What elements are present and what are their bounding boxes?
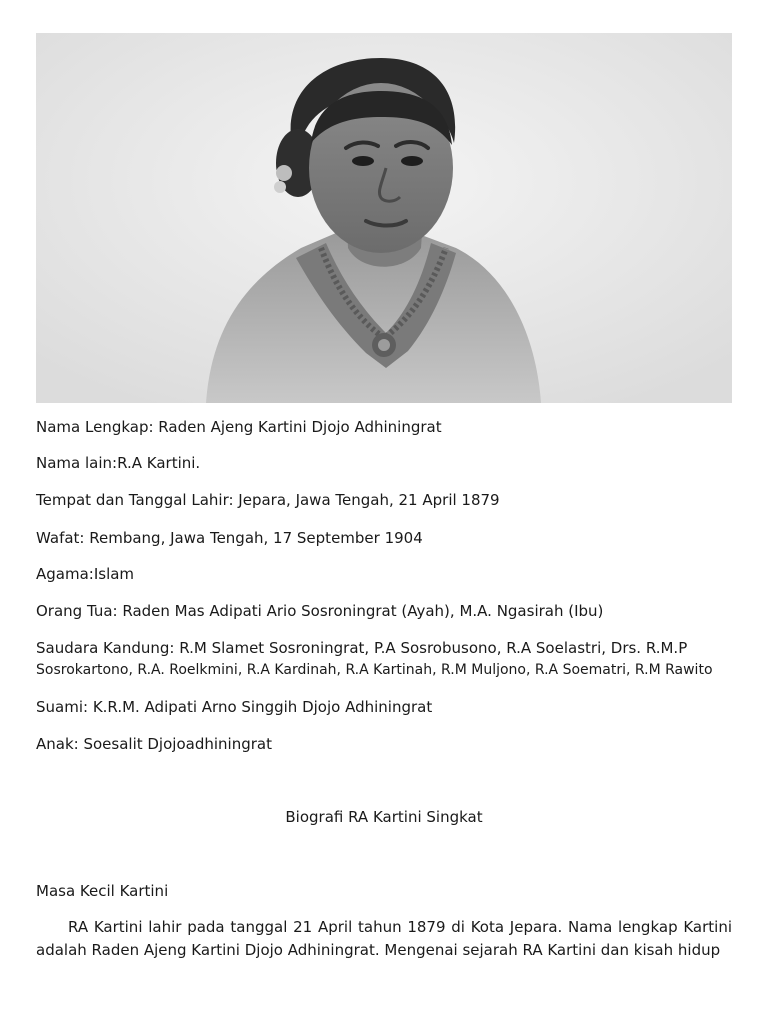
field-husband: Suami: K.R.M. Adipati Arno Singgih Djojo Adhiningrat <box>36 698 433 716</box>
body-paragraph: RA Kartini lahir pada tanggal 21 April tahun 1879 di Kota Jepara. Nama lengkap Kartini adalah Raden Ajeng Kartini Djojo Adhiningrat. Mengenai sejarah RA Kartini dan kisah hidup <box>36 918 732 959</box>
field-religion: Agama:Islam <box>36 565 135 583</box>
field-other-name: Nama lain:R.A Kartini. <box>36 454 201 472</box>
field-child: Anak: Soesalit Djojoadhiningrat <box>36 735 272 753</box>
field-siblings-line-2: Sosrokartono, R.A. Roelkmini, R.A Kardinah, R.A Kartinah, R.M Muljono, R.A Soematri, R.M Rawito <box>36 662 713 678</box>
field-parents: Orang Tua: Raden Mas Adipati Ario Sosroningrat (Ayah), M.A. Ngasirah (Ibu) <box>36 602 604 620</box>
section-title: Biografi RA Kartini Singkat <box>285 808 483 826</box>
portrait-illustration <box>36 33 732 403</box>
portrait-photo <box>36 33 732 403</box>
field-siblings-line-1: Saudara Kandung: R.M Slamet Sosroningrat, P.A Sosrobusono, R.A Soelastri, Drs. R.M.P <box>36 639 688 657</box>
field-full-name: Nama Lengkap: Raden Ajeng Kartini Djojo Adhiningrat <box>36 418 442 436</box>
field-birth: Tempat dan Tanggal Lahir: Jepara, Jawa Tengah, 21 April 1879 <box>36 491 500 509</box>
field-death: Wafat: Rembang, Jawa Tengah, 17 September 1904 <box>36 529 423 547</box>
subsection-title: Masa Kecil Kartini <box>36 882 169 900</box>
